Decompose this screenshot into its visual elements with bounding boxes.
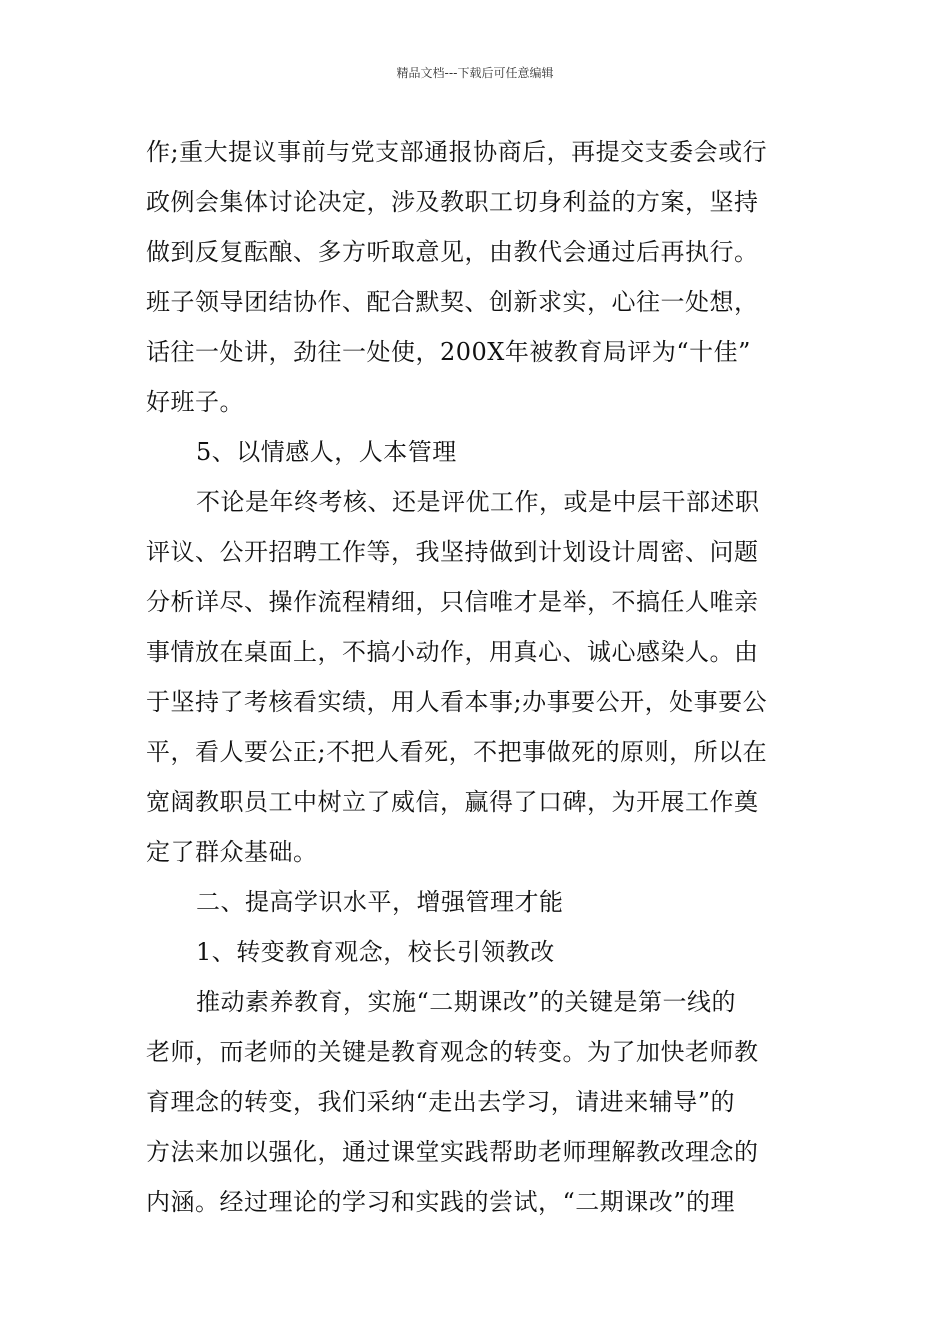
text-line: 育理念的转变，我们采纳“走出去学习，请进来辅导”的 bbox=[146, 1088, 736, 1116]
text-line: 老师，而老师的关键是教育观念的转变。为了加快老师教 bbox=[146, 1038, 759, 1066]
text-line: 话往一处讲，劲往一处使，200X年被教育局评为“十佳” bbox=[146, 338, 751, 366]
text-line: 作;重大提议事前与党支部通报协商后，再提交支委会或行 bbox=[146, 138, 768, 166]
text-line: 分析详尽、操作流程精细，只信唯才是举，不搞任人唯亲 bbox=[146, 588, 759, 616]
section-heading: 5、以情感人，人本管理 bbox=[196, 438, 457, 466]
text-line: 事情放在桌面上，不搞小动作，用真心、诚心感染人。由 bbox=[146, 638, 759, 666]
text-line: 平，看人要公正;不把人看死，不把事做死的原则，所以在 bbox=[146, 738, 768, 766]
section-heading: 二、提高学识水平，增强管理才能 bbox=[196, 888, 564, 916]
text-line: 政例会集体讨论决定，涉及教职工切身利益的方案，坚持 bbox=[146, 188, 759, 216]
text-line: 宽阔教职员工中树立了威信，赢得了口碑，为开展工作奠 bbox=[146, 788, 759, 816]
text-line: 评议、公开招聘工作等，我坚持做到计划设计周密、问题 bbox=[146, 538, 759, 566]
page-header: 精品文档---下载后可任意编辑 bbox=[396, 66, 554, 80]
paragraph-first-line: 不论是年终考核、还是评优工作，或是中层干部述职 bbox=[196, 488, 760, 516]
text-line: 班子领导团结协作、配合默契、创新求实，心往一处想， bbox=[146, 288, 759, 316]
text-line: 做到反复酝酿、多方听取意见，由教代会通过后再执行。 bbox=[146, 238, 759, 266]
text-line: 好班子。 bbox=[146, 388, 244, 416]
paragraph-first-line: 推动素养教育，实施“二期课改”的关键是第一线的 bbox=[196, 988, 737, 1016]
text-line: 于坚持了考核看实绩，用人看本事;办事要公开，处事要公 bbox=[146, 688, 768, 716]
document-body bbox=[146, 127, 806, 1227]
text-line: 内涵。经过理论的学习和实践的尝试，“二期课改”的理 bbox=[146, 1188, 736, 1216]
text-line: 方法来加以强化，通过课堂实践帮助老师理解教改理念的 bbox=[146, 1138, 759, 1166]
subsection-heading: 1、转变教育观念，校长引领教改 bbox=[196, 938, 555, 966]
text-line: 定了群众基础。 bbox=[146, 838, 318, 866]
